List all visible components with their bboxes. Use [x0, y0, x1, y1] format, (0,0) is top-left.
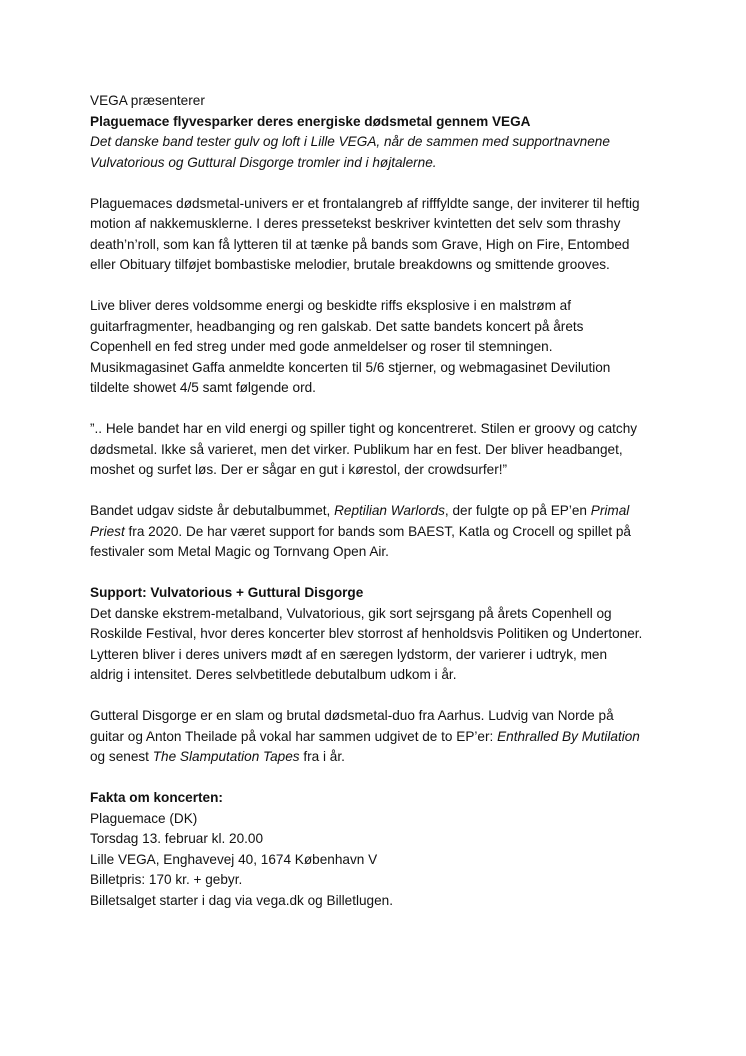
text-line: guitarfragmenter, headbanging og ren galskab. Det satte bandets koncert på årets: [90, 318, 584, 334]
text-line: [90, 727, 670, 748]
text-line: Copenhell en fed streg under med gode anmeldelser og roser til stemningen.: [90, 339, 553, 354]
text-segment: , der fulgte op på EP’en: [444, 503, 591, 518]
text-line: festivaler som Metal Magic og Tornvang Open Air.: [90, 544, 389, 559]
text-line: aldrig i intensitet. Deres selvbetitlede debutalbum udkom i år.: [90, 667, 457, 682]
review-quote: [90, 419, 670, 481]
intro-block: [90, 91, 670, 173]
text-line: Gutteral Disgorge er en slam og brutal dødsmetal-duo fra Aarhus. Ludvig van Norde på: [90, 708, 614, 723]
headline: Plaguemace flyvesparker deres energiske dødsmetal gennem VEGA: [90, 113, 531, 129]
text-line: eller Obituary tilføjet bombastiske melodier, brutale breakdowns og smittende grooves.: [90, 257, 610, 272]
paragraph-discography: [90, 501, 670, 563]
subhead-line: Det danske band tester gulv og loft i Lille VEGA, når de sammen med supportnavnene: [90, 134, 610, 149]
text-line: Musikmagasinet Gaffa anmeldte koncerten til 5/6 stjerner, og webmagasinet Devilution: [90, 359, 611, 375]
paragraph-gutteral: [90, 706, 670, 768]
album-title: Reptilian Warlords: [334, 503, 445, 518]
text-line: motion af nakkemusklerne. I deres pressetekst beskriver kvintetten det selv som thrashy: [90, 216, 621, 231]
text-segment: guitar og Anton Theilade på vokal har sammen udgivet de to EP’er:: [90, 728, 498, 744]
fact-line: Lille VEGA, Enghavevej 40, 1674 København V: [90, 851, 378, 867]
quote-line: moshet og surfet løs. Der er sågar en gut i kørestol, der crowdsurfer!”: [90, 462, 508, 477]
quote-line: ”.. Hele bandet har en vild energi og spiller tight og koncentreret. Stilen er groovy og catchy: [90, 421, 638, 436]
text-line: Live bliver deres voldsomme energi og beskidte riffs eksplosive i en malstrøm af: [90, 298, 572, 313]
text-line: [90, 501, 670, 522]
text-line: Plaguemaces dødsmetal-univers er et frontalangreb af rifffyldte sange, der inviterer til heftig: [90, 195, 640, 211]
text-segment: Bandet udgav sidste år debutalbummet,: [90, 503, 335, 518]
text-line: Det danske ekstrem-metalband, Vulvatorious, gik sort sejrsgang på årets Copenhell og: [90, 605, 612, 621]
paragraph-band-intro: [90, 194, 670, 276]
fact-line: Plaguemace (DK): [90, 810, 198, 826]
fact-line: Billetsalget starter i dag via vega.dk og Billetlugen.: [90, 892, 394, 908]
quote-line: dødsmetal. Ikke så varieret, men det virker. Publikum har en fest. Der bliver headbanget,: [90, 441, 623, 457]
text-line: death’n’roll, som kan få lytteren til at tænke på bands som Grave, High on Fire, Entombed: [90, 236, 630, 252]
ep-title: Primal: [590, 503, 630, 518]
subhead-line: Vulvatorious og Guttural Disgorge tromler ind i højtalerne.: [90, 154, 437, 170]
text-line: Lytteren bliver i deres univers mødt af en særegen lydstorm, der varierer i udtryk, men: [90, 646, 608, 662]
text-line: [90, 522, 670, 543]
text-segment: fra 2020. De har været support for bands som BAEST, Katla og Crocell og spillet på: [124, 523, 631, 539]
support-section: [90, 583, 670, 686]
facts-heading: Fakta om koncerten:: [90, 790, 223, 805]
fact-line: Torsdag 13. februar kl. 20.00: [90, 831, 264, 846]
support-heading: Support: Vulvatorious + Guttural Disgorge: [90, 585, 364, 600]
press-release: [90, 91, 670, 911]
presenter-line: VEGA præsenterer: [90, 93, 205, 108]
text-line: [90, 747, 670, 768]
text-line: Roskilde Festival, hvor deres koncerter blev storrost af henholdsvis Politiken og Undertoner.: [90, 626, 643, 641]
text-segment: fra i år.: [299, 749, 345, 764]
facts-section: [90, 788, 670, 911]
text-segment: og senest: [90, 749, 153, 764]
paragraph-live: [90, 296, 670, 399]
text-line: tildelte showet 4/5 samt følgende ord.: [90, 380, 316, 395]
ep-title: The Slamputation Tapes: [152, 749, 300, 764]
ep-title: Priest: [90, 523, 125, 539]
fact-line: Billetpris: 170 kr. + gebyr.: [90, 872, 243, 887]
ep-title: Enthralled By Mutilation: [497, 728, 640, 744]
